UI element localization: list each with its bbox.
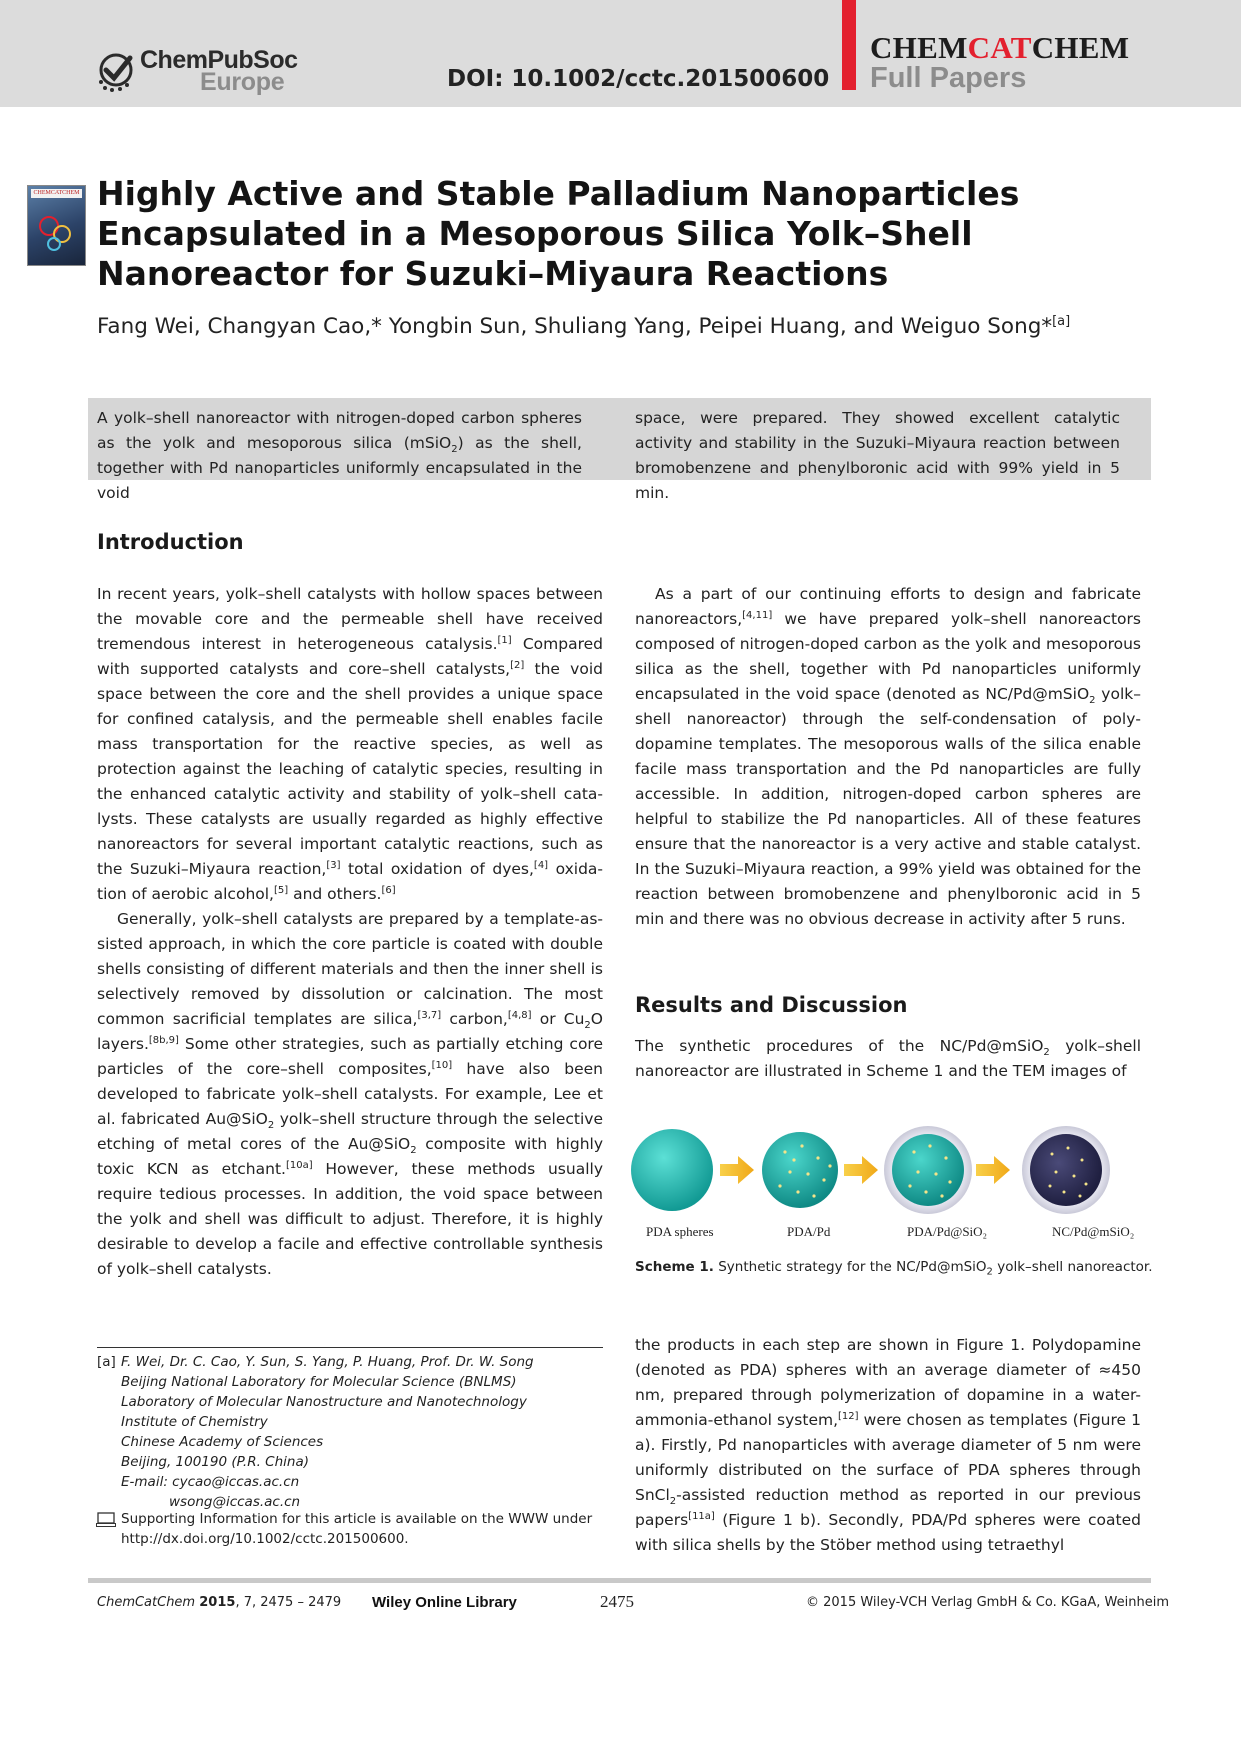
pda-pd-sphere [762,1132,838,1208]
title-line: Encapsulated in a Mesoporous Silica Yolk–Shell [97,214,973,253]
scheme-caption-label: Scheme 1. [635,1259,714,1275]
paragraph: The synthetic procedures of the NC/Pd@mSiO$_2$ yolk–shell nanoreactor are illustrated in Scheme 1 and the TEM images of [635,1037,1141,1080]
scheme-label: PDA spheres [646,1224,714,1239]
footnote-rule [97,1347,603,1348]
arrow-icon [844,1156,878,1184]
cover-art-icon [34,204,79,259]
results-text [635,1034,1141,1084]
footnote-line: Laboratory of Molecular Nanostructure and Nanotechnology [121,1394,527,1410]
supporting-information-note: Supporting Information for this article is available on the WWW under http://dx.doi.org/10.1002/cctc.201500600. [121,1511,593,1547]
authors: Fang Wei, Changyan Cao,* Yongbin Sun, Shuliang Yang, Peipei Huang, and Weiguo Song* [97,314,1053,339]
citation [97,1595,341,1610]
introduction-heading: Introduction [97,530,244,554]
pda-sphere [631,1129,713,1211]
logo-subtitle: Europe [200,68,285,96]
computer-icon [96,1512,116,1527]
results-text-continued [635,1333,1141,1558]
article-title [97,174,1097,294]
author-list [97,314,1147,339]
scheme-caption [635,1259,1153,1278]
paragraph: Generally, yolk–shell catalysts are prepared by a template-assisted approach, in which the core particle is coated with double shells consisting of different materials and then the inner shell is selectively removed by dissolution or calcination. The most common sacrificial templates are silica,[3,7] carbon,[4,8] or $Cu_2O$ layers.[8b,9] Some other strategies, such as partially etching core particles of the core–shell composites,[10] have also been developed to fabricate yolk–shell catalysts. For example, Lee et al. fabricated Au@SiO$_2$ yolk–shell structure through the selective etching of metal cores of the Au@SiO$_2$ composite with highly toxic KCN as etchant.[10a] However, these methods usually require tedious processes. In addition, the void space between the yolk and shell was difficult to adjust. Therefore, it is highly desirable to develop a facile and effective controllable synthesis of yolk–shell catalysts. [97,910,604,1278]
citation-journal: ChemCatChem [97,1595,196,1610]
left-column-text [97,582,603,1282]
footnote-email: wsong@iccas.ac.cn [169,1494,301,1510]
paragraph: the products in each step are shown in Figure 1. Polydopamine (denoted as PDA) spheres with an average diameter of ≈450 nm, prepared through polymerization of dopamine in a water-ammonia-ethanol system,[12] were chosen as templates (Figure 1 a). Firstly, Pd nanoparticles with average diameter of 5 nm were uniformly distributed on the surface of PDA spheres through SnCl$_2$-assisted reduction method as reported in our previous papers[11a] (Figure 1 b). Secondly, PDA/Pd spheres were coated with silica shells by the Stöber method using tetraethyl [635,1336,1141,1554]
arrow-icon [720,1156,754,1184]
affiliation-marker: [a] [1052,313,1071,329]
journal-name [870,30,1129,66]
scheme-label: PDA/Pd@SiO₂ [907,1224,988,1239]
scheme-label: PDA/Pd [787,1224,831,1239]
abstract-box [88,398,1151,502]
scheme-caption-text: Synthetic strategy for the NC/Pd@mSiO$_2$ yolk–shell nanoreactor. [713,1259,1153,1278]
footnote-line: Beijing, 100190 (P.R. China) [121,1454,309,1470]
scheme-1-figure [630,1122,1150,1232]
scheme-label: NC/Pd@mSiO₂ [1052,1224,1135,1239]
paragraph: In recent years, yolk–shell catalysts with hollow spaces between the movable core and the permeable shell have received tremendous interest in heterogeneous catalysis.[1] Compared with supported catalysts and core–shell catalysts,[2] the void space between the core and the shell provides a unique space for confined catalysis, and the permeable shell enables facile mass transportation for the reactive species, as well as protection against the leaching of catalytic species, resulting in the enhanced catalytic activity and stability of yolk–shell catalysts. These catalysts are usually regarded as highly effective nanoreactors for several important catalytic reactions, such as the Suzuki–Miyaura reaction,[3] total oxidation of dyes,[4] oxidation of aerobic alcohol,[5] and others.[6] [97,585,604,903]
logo-name: ChemPubSoc [140,46,298,74]
page-number: 2475 [600,1592,634,1611]
citation-volume-pages: , 7, 2475 – 2479 [235,1595,342,1610]
footnote-line: F. Wei, Dr. C. Cao, Y. Sun, S. Yang, P. Huang, Prof. Dr. W. Song [121,1354,534,1370]
title-line: Nanoreactor for Suzuki–Miyaura Reactions [97,254,889,293]
abstract-right: space, were prepared. They showed excellent catalytic activity and stability in the Suzuki–Miyaura reaction between bromobenzene and phenylboronic acid with 99% yield in 5 min. [635,409,1120,502]
article-type: Full Papers [870,62,1027,94]
affiliation-footnote [97,1352,603,1512]
citation-year: 2015 [199,1595,236,1610]
doi: DOI: 10.1002/cctc.201500600 [447,66,830,92]
right-column-text [635,582,1141,932]
cover-label: CHEMCATCHEM [31,189,82,198]
footer-rule [88,1578,1151,1583]
chempubsoc-logo-icon [96,46,142,92]
journal-name-part-3: CHEM [1031,30,1130,65]
results-heading: Results and Discussion [635,993,908,1017]
paragraph: As a part of our continuing efforts to design and fabricate nanoreactors,[4,11] we have prepared yolk–shell nanoreactors composed of nitrogen-doped carbon as the yolk and mesoporous silica as the shell, together with Pd nanoparticles uniformly encapsulated in the void space (denoted as NC/Pd@mSiO$_2$ yolk–shell nanoreactor) through the self-condensation of polydopamine templates. The mesoporous walls of the silica enable facile mass transportation and the Pd nanoparticles are fully accessible. In addition, nitrogen-doped carbon spheres are helpful to stabilize the Pd nanoparticles. All of these features ensure that the nanoreactor is a very active and stable catalyst. In the Suzuki–Miyaura reaction, a 99% yield was obtained for the reaction between bromobenzene and phenylboronic acid in 5 min and there was no obvious decrease in activity after 5 runs. [635,585,1141,928]
abstract-left: A yolk–shell nanoreactor with nitrogen-doped carbon spheres as the yolk and mesoporous silica (mSiO$_2$) as the shell, together with Pd nanoparticles uniformly encapsulated in the void [97,409,582,502]
journal-accent-bar [842,0,856,90]
footnote-line: Chinese Academy of Sciences [121,1434,324,1450]
title-line: Highly Active and Stable Palladium Nanoparticles [97,174,1020,213]
footnote-line: Institute of Chemistry [121,1414,268,1430]
copyright: © 2015 Wiley-VCH Verlag GmbH & Co. KGaA, Weinheim [806,1595,1170,1610]
footnote-line: Beijing National Laboratory for Molecular Science (BNLMS) [121,1374,517,1390]
wiley-online-library: Wiley Online Library [372,1594,517,1611]
arrow-icon [976,1156,1010,1184]
footnote-tag: [a] [97,1354,116,1370]
journal-name-part-2: CAT [967,30,1032,65]
journal-name-part-1: CHEM [870,30,968,65]
footnote-email: E-mail: cycao@iccas.ac.cn [121,1474,300,1490]
journal-cover-thumbnail [27,185,86,266]
